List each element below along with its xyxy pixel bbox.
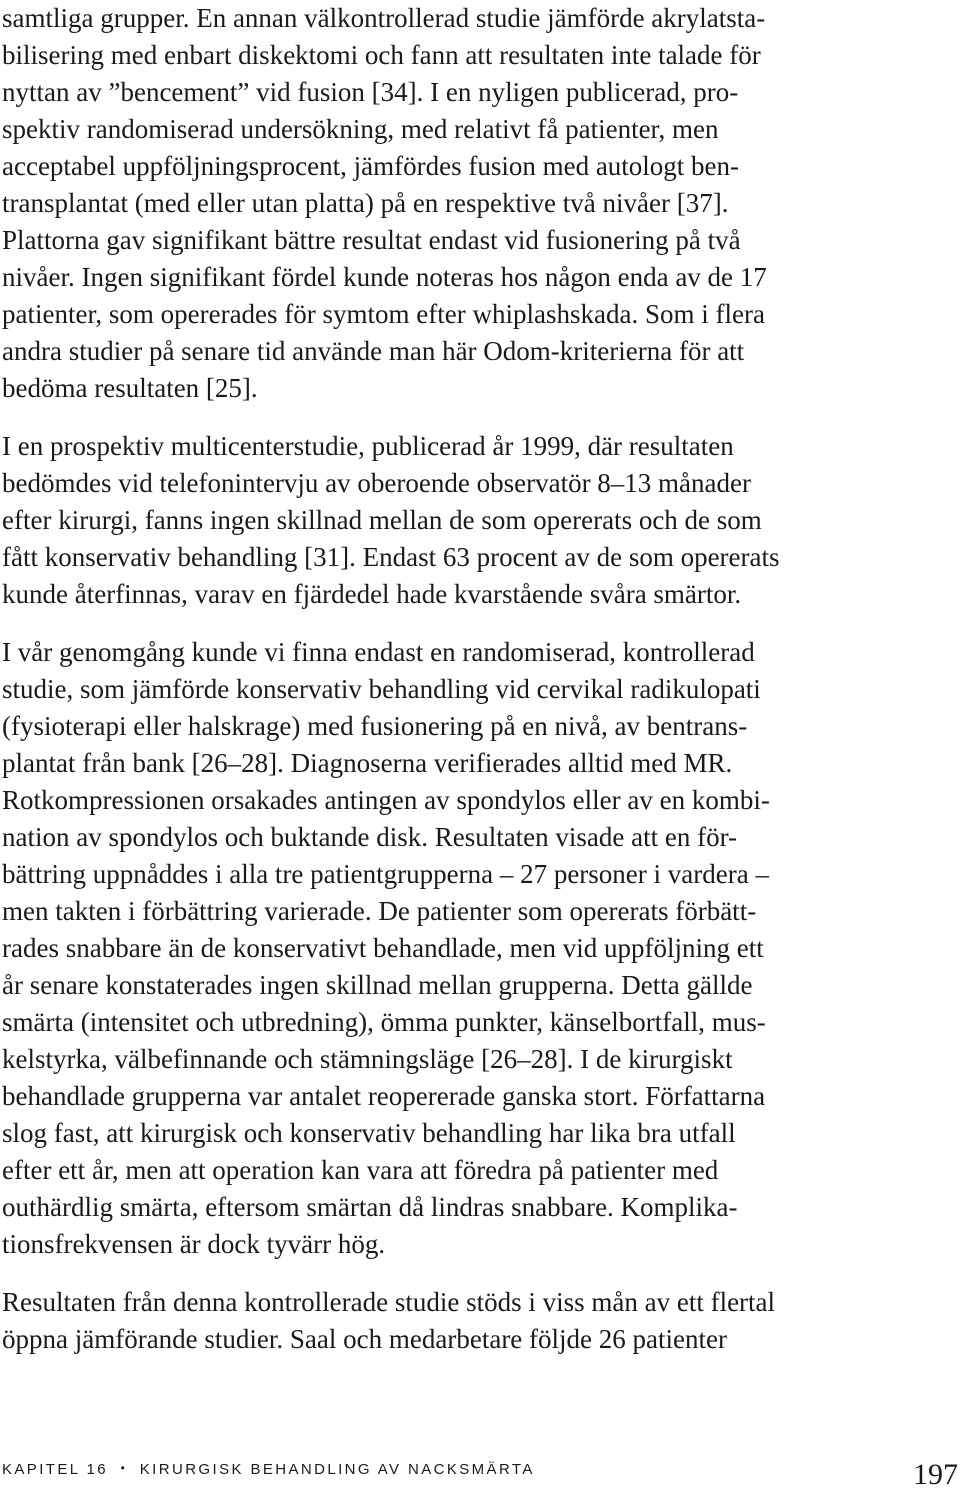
text-line: bättring uppnåddes i alla tre patientgrupperna – 27 personer i vardera – bbox=[2, 859, 769, 889]
text-line: samtliga grupper. En annan välkontrollerad studie jämförde akrylatsta- bbox=[2, 3, 766, 33]
text-line: år senare konstaterades ingen skillnad mellan grupperna. Detta gällde bbox=[2, 970, 753, 1000]
text-line: Rotkompressionen orsakades antingen av spondylos eller av en kombi- bbox=[2, 785, 770, 815]
text-line: I en prospektiv multicenterstudie, publicerad år 1999, där resultaten bbox=[2, 431, 734, 461]
text-line: nyttan av ”bencement” vid fusion [34]. I en nyligen publicerad, pro- bbox=[2, 77, 739, 107]
paragraph-3 bbox=[2, 634, 862, 1263]
text-line: Resultaten från denna kontrollerade studie stöds i viss mån av ett flertal bbox=[2, 1287, 776, 1317]
body-text bbox=[2, 0, 862, 1358]
page-footer bbox=[0, 1450, 960, 1489]
text-line: rades snabbare än de konservativt behandlade, men vid uppföljning ett bbox=[2, 933, 764, 963]
text-line: kelstyrka, välbefinnande och stämningsläge [26–28]. I de kirurgiskt bbox=[2, 1044, 733, 1074]
text-line: patienter, som opererades för symtom efter whiplashskada. Som i flera bbox=[2, 299, 765, 329]
text-line: I vår genomgång kunde vi finna endast en randomiserad, kontrollerad bbox=[2, 637, 755, 667]
paragraph-4 bbox=[2, 1284, 862, 1358]
text-line: men takten i förbättring varierade. De patienter som opererats förbätt- bbox=[2, 896, 757, 926]
paragraph-2 bbox=[2, 428, 862, 613]
text-line: slog fast, att kirurgisk och konservativ behandling har lika bra utfall bbox=[2, 1118, 736, 1148]
text-line: bilisering med enbart diskektomi och fann att resultaten inte talade för bbox=[2, 40, 761, 70]
bullet-separator: • bbox=[120, 1461, 128, 1475]
text-line: nivåer. Ingen signifikant fördel kunde noteras hos någon enda av de 17 bbox=[2, 262, 767, 292]
text-line: öppna jämförande studier. Saal och medarbetare följde 26 patienter bbox=[2, 1324, 727, 1354]
text-line: kunde återfinnas, varav en fjärdedel hade kvarstående svåra smärtor. bbox=[2, 579, 742, 609]
text-line: bedöma resultaten [25]. bbox=[2, 373, 258, 403]
text-line: transplantat (med eller utan platta) på en respektive två nivåer [37]. bbox=[2, 188, 729, 218]
text-line: spektiv randomiserad undersökning, med relativt få patienter, men bbox=[2, 114, 719, 144]
text-line: efter ett år, men att operation kan vara att föredra på patienter med bbox=[2, 1155, 719, 1185]
text-line: smärta (intensitet och utbredning), ömma punkter, känselbortfall, mus- bbox=[2, 1007, 766, 1037]
text-line: bedömdes vid telefonintervju av oberoende observatör 8–13 månader bbox=[2, 468, 751, 498]
text-line: acceptabel uppföljningsprocent, jämfördes fusion med autologt ben- bbox=[2, 151, 740, 181]
text-line: behandlade grupperna var antalet reopererade ganska stort. Författarna bbox=[2, 1081, 766, 1111]
page-number: 197 bbox=[913, 1458, 958, 1491]
text-line: plantat från bank [26–28]. Diagnoserna verifierades alltid med MR. bbox=[2, 748, 733, 778]
text-line: andra studier på senare tid använde man här Odom-kriterierna för att bbox=[2, 336, 745, 366]
paragraph-1 bbox=[2, 0, 862, 407]
text-line: (fysioterapi eller halskrage) med fusionering på en nivå, av bentrans- bbox=[2, 711, 748, 741]
text-line: fått konservativ behandling [31]. Endast 63 procent av de som opererats bbox=[2, 542, 780, 572]
running-footer bbox=[2, 1461, 535, 1478]
text-line: efter kirurgi, fanns ingen skillnad mellan de som opererats och de som bbox=[2, 505, 762, 535]
text-line: Plattorna gav signifikant bättre resultat endast vid fusionering på två bbox=[2, 225, 741, 255]
text-line: nation av spondylos och buktande disk. Resultaten visade att en för- bbox=[2, 822, 738, 852]
text-line: outhärdlig smärta, eftersom smärtan då lindras snabbare. Komplika- bbox=[2, 1192, 738, 1222]
text-line: tionsfrekvensen är dock tyvärr hög. bbox=[2, 1229, 386, 1259]
text-line: studie, som jämförde konservativ behandling vid cervikal radikulopati bbox=[2, 674, 761, 704]
chapter-label: KAPITEL 16 bbox=[2, 1461, 108, 1478]
chapter-title: KIRURGISK BEHANDLING AV NACKSMÄRTA bbox=[139, 1461, 535, 1478]
